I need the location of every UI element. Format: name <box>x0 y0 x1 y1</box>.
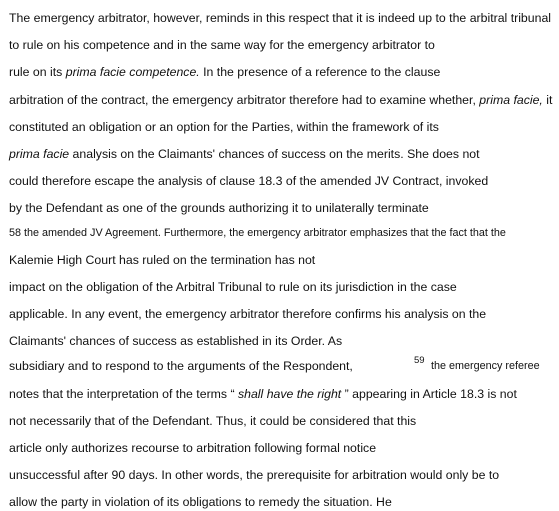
text-run: arbitration of the contract, the emergency arbitrator therefore had to examine whether, <box>9 93 480 107</box>
text-run: applicable. In any event, the emergency arbitrator therefore confirms his analysis on the <box>9 307 487 321</box>
text-run: subsidiary and to respond to the arguments of the Respondent, <box>9 359 353 373</box>
text-line-4 <box>9 92 552 108</box>
text-line-14 <box>9 358 353 374</box>
text-run: it <box>542 93 553 107</box>
text-line-11 <box>9 279 457 295</box>
italic-run: prima facie <box>9 147 70 161</box>
text-line-12 <box>9 306 486 322</box>
text-run: to rule on his competence and in the same way for the emergency arbitrator to <box>9 38 435 52</box>
text-run: rule on its <box>9 65 66 79</box>
italic-run: prima facie, <box>479 93 543 107</box>
text-run: impact on the obligation of the Arbitral Tribunal to rule on its jurisdiction in the case <box>9 280 457 294</box>
text-run: not necessarily that of the Defendant. Thus, it could be considered that this <box>9 414 417 428</box>
text-line-18 <box>9 467 499 483</box>
text-run: Claimants' chances of success as established in its Order. As <box>9 334 343 348</box>
text-line-13 <box>9 333 342 349</box>
text-line-5 <box>9 119 439 135</box>
text-run: The emergency arbitrator, however, reminds in this respect that it is indeed up to the arbitral tribunal <box>9 11 552 25</box>
text-line-2 <box>9 37 435 53</box>
text-run: unsuccessful after 90 days. In other words, the prerequisite for arbitration would only be to <box>9 468 500 482</box>
text-line-9 <box>9 224 506 241</box>
text-line-16 <box>9 413 416 429</box>
text-line-3 <box>9 64 440 80</box>
text-line-14-tail: the emergency referee <box>431 360 540 372</box>
text-line-7 <box>9 173 488 189</box>
text-line-6 <box>9 146 480 162</box>
text-run: 58 the amended JV Agreement. <box>9 227 161 239</box>
text-run: analysis on the Claimants' chances of success on the merits. She does not <box>69 147 480 161</box>
text-line-10 <box>9 252 315 268</box>
text-run: allow the party in violation of its obligations to remedy the situation. He <box>9 495 392 509</box>
text-line-1 <box>9 10 551 26</box>
text-line-8 <box>9 200 429 216</box>
text-run: by the Defendant as one of the grounds authorizing it to unilaterally terminate <box>9 201 429 215</box>
text-run: could therefore escape the analysis of clause 18.3 of the amended JV Contract, invoked <box>9 174 489 188</box>
text-run: notes that the interpretation of the terms “ <box>9 387 238 401</box>
text-line-17 <box>9 440 376 456</box>
text-run: ” appearing in Article 18.3 is not <box>341 387 517 401</box>
text-line-19 <box>9 494 392 510</box>
text-run: article only authorizes recourse to arbitration following formal notice <box>9 441 377 455</box>
text-run: constituted an obligation or an option for the Parties, within the framework of its <box>9 120 439 134</box>
text-run: In the presence of a reference to the clause <box>199 65 441 79</box>
italic-run: shall have the right <box>237 387 342 401</box>
text-line-15 <box>9 386 517 402</box>
text-run: Furthermore, the emergency arbitrator emphasizes that the fact that the <box>160 227 506 239</box>
footnote-ref-59: 59 <box>414 355 425 366</box>
text-run: Kalemie High Court has ruled on the termination has not <box>9 253 316 267</box>
italic-run: prima facie competence. <box>65 65 200 79</box>
